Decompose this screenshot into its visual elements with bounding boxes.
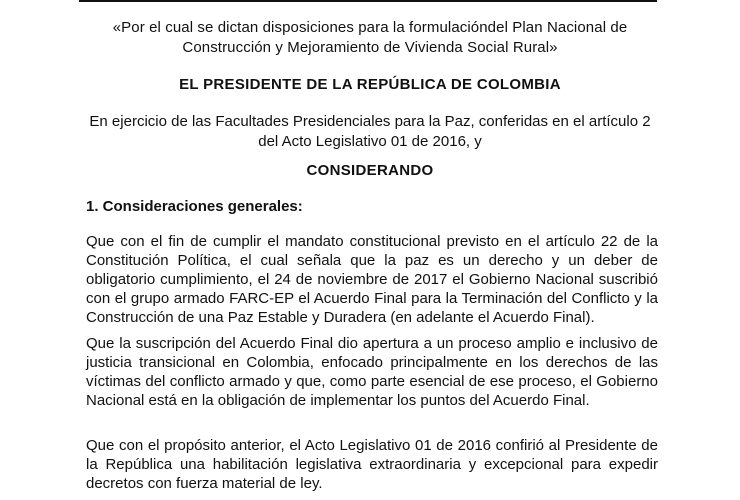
section-heading: 1. Consideraciones generales: xyxy=(86,198,303,215)
considerando-heading: CONSIDERANDO xyxy=(306,162,434,179)
paragraph: Que con el fin de cumplir el mandato constitucional previsto en el artículo 22 de la Constitución Política, el cual señala que la paz es un derecho y un deber de obligatorio cumplimiento, el 24 de noviembre de 2017 el Gobierno Nacional suscribió con el grupo armado FARC-EP el Acuerdo Final para la Terminación del Conflicto y la Construcción de una Paz Estable y Duradera (en adelante el Acuerdo Final). xyxy=(86,233,658,326)
paragraph: Que la suscripción del Acuerdo Final dio apertura a un proceso amplio e inclusivo de justicia transicional en Colombia, enfocado principalmente en los derechos de las víctimas del conflicto armado y que, como parte esencial de ese proceso, el Gobierno Nacional está en la obligación de implementar los puntos del Acuerdo Final. xyxy=(86,335,658,409)
powers-statement: En ejercicio de las Facultades Presidenciales para la Paz, conferidas en el artículo 2 del Acto Legislativo 01 de 2016, y xyxy=(89,113,651,150)
decree-subject: «Por el cual se dictan disposiciones para la formulacióndel Plan Nacional de Construcción y Mejoramiento de Vivienda Social Rural» xyxy=(112,19,628,56)
paragraph: Que con el propósito anterior, el Acto Legislativo 01 de 2016 confirió al Presidente de la República una habilitación legislativa extraordinaria y excepcional para expedir decretos con fuerza material de ley. xyxy=(86,437,658,492)
header-frame-edge xyxy=(79,0,657,2)
issuer-heading: EL PRESIDENTE DE LA REPÚBLICA DE COLOMBIA xyxy=(179,76,561,93)
